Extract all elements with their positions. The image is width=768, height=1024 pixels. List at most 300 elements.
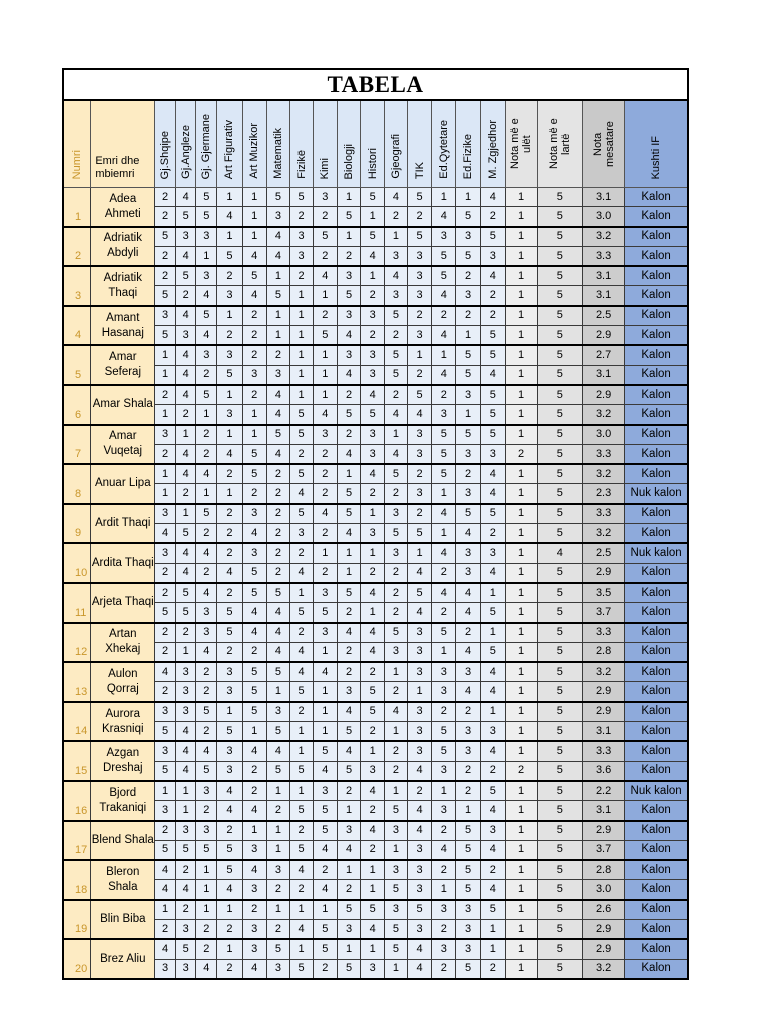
grade-cell: 2 (242, 345, 266, 365)
grade-cell: 3 (480, 722, 505, 742)
grade-cell: 1 (313, 682, 337, 702)
grade-cell: 3 (385, 286, 408, 306)
grade-cell: 2 (456, 781, 481, 801)
kushti-if-cell: Kalon (625, 821, 688, 841)
average-cell: 3.0 (582, 425, 624, 445)
grade-cell: 2 (361, 801, 385, 821)
table-row (63, 919, 688, 939)
header-nr: Numri (63, 100, 91, 188)
grade-cell: 2 (175, 623, 196, 643)
average-cell: 3.2 (582, 405, 624, 425)
student-number: 2 (63, 227, 91, 267)
grade-cell: 1 (217, 227, 243, 247)
grade-cell: 5 (337, 722, 361, 742)
grade-cell: 1 (290, 939, 314, 959)
max-grade-cell: 5 (537, 682, 582, 702)
grade-cell: 3 (407, 642, 432, 662)
min-grade-cell: 1 (505, 266, 537, 286)
grade-cell: 2 (313, 860, 337, 880)
grade-cell: 2 (361, 326, 385, 346)
grade-cell: 2 (407, 306, 432, 326)
table-row (63, 266, 688, 286)
grade-cell: 2 (385, 682, 408, 702)
grade-cell: 5 (266, 761, 290, 781)
min-grade-cell: 1 (505, 603, 537, 623)
grade-cell: 2 (361, 286, 385, 306)
grade-cell: 4 (175, 385, 196, 405)
grade-cell: 1 (361, 860, 385, 880)
grade-cell: 5 (155, 603, 176, 623)
grade-cell: 3 (266, 860, 290, 880)
grade-cell: 4 (242, 801, 266, 821)
grade-cell: 3 (266, 959, 290, 979)
average-cell: 2.7 (582, 345, 624, 365)
grade-cell: 4 (480, 662, 505, 682)
grade-cell: 4 (175, 246, 196, 266)
grade-cell: 2 (480, 306, 505, 326)
student-number: 17 (63, 821, 91, 861)
grade-cell: 4 (432, 365, 456, 385)
student-name: Artan Xhekaj (91, 623, 155, 663)
table-row (63, 464, 688, 484)
grade-cell: 5 (337, 207, 361, 227)
max-grade-cell: 5 (537, 939, 582, 959)
grade-cell: 4 (337, 840, 361, 860)
grade-cell: 4 (313, 405, 337, 425)
grade-cell: 2 (155, 385, 176, 405)
table-row (63, 583, 688, 603)
grade-cell: 5 (361, 682, 385, 702)
grade-cell: 4 (407, 563, 432, 583)
grade-cell: 4 (217, 444, 243, 464)
grade-cell: 2 (155, 188, 176, 207)
grade-cell: 1 (290, 722, 314, 742)
header-max: Nota më e lartë (537, 100, 582, 188)
grade-cell: 3 (155, 425, 176, 445)
grade-cell: 1 (217, 702, 243, 722)
grade-cell: 4 (432, 583, 456, 603)
average-cell: 3.0 (582, 880, 624, 900)
grade-cell: 4 (361, 246, 385, 266)
min-grade-cell: 1 (505, 900, 537, 920)
grade-cell: 4 (337, 326, 361, 346)
table-row (63, 326, 688, 346)
grade-cell: 3 (456, 722, 481, 742)
grade-cell: 4 (361, 464, 385, 484)
header-subject: TIK (407, 100, 432, 188)
grade-cell: 2 (155, 266, 176, 286)
grade-cell: 1 (385, 425, 408, 445)
grade-cell: 5 (313, 821, 337, 841)
student-name: Bjord Trakaniqi (91, 781, 155, 821)
table-row (63, 385, 688, 405)
average-cell: 3.5 (582, 583, 624, 603)
grade-cell: 2 (217, 919, 243, 939)
max-grade-cell: 5 (537, 761, 582, 781)
min-grade-cell: 1 (505, 939, 537, 959)
min-grade-cell: 1 (505, 959, 537, 979)
grade-cell: 5 (290, 840, 314, 860)
average-cell: 3.3 (582, 504, 624, 524)
grade-cell: 5 (456, 821, 481, 841)
average-cell: 2.9 (582, 326, 624, 346)
grade-cell: 5 (217, 840, 243, 860)
grade-cell: 3 (456, 484, 481, 504)
grade-cell: 1 (337, 227, 361, 247)
grade-cell: 1 (175, 425, 196, 445)
grade-cell: 1 (196, 860, 217, 880)
grade-cell: 2 (155, 207, 176, 227)
grade-cell: 5 (480, 227, 505, 247)
grade-cell: 4 (175, 563, 196, 583)
min-grade-cell: 1 (505, 563, 537, 583)
grade-cell: 3 (337, 306, 361, 326)
grade-cell: 3 (196, 623, 217, 643)
grade-cell: 4 (480, 801, 505, 821)
max-grade-cell: 5 (537, 326, 582, 346)
grade-cell: 4 (432, 543, 456, 563)
grade-cell: 3 (407, 484, 432, 504)
average-cell: 3.1 (582, 286, 624, 306)
kushti-if-cell: Kalon (625, 524, 688, 544)
kushti-if-cell: Kalon (625, 900, 688, 920)
header-avg: Nota mesatare (582, 100, 624, 188)
grade-cell: 5 (155, 761, 176, 781)
grade-cell: 3 (361, 959, 385, 979)
header-subject: Matematik (266, 100, 290, 188)
grade-cell: 1 (175, 642, 196, 662)
min-grade-cell: 1 (505, 722, 537, 742)
student-number: 11 (63, 583, 91, 623)
grade-cell: 2 (196, 801, 217, 821)
grade-cell: 3 (175, 326, 196, 346)
grade-cell: 3 (361, 345, 385, 365)
table-row (63, 642, 688, 662)
max-grade-cell: 5 (537, 919, 582, 939)
table-row (63, 227, 688, 247)
grade-cell: 1 (480, 939, 505, 959)
grade-cell: 4 (480, 484, 505, 504)
grade-cell: 5 (242, 266, 266, 286)
grade-cell: 4 (480, 880, 505, 900)
grade-cell: 2 (266, 524, 290, 544)
average-cell: 2.5 (582, 543, 624, 563)
average-cell: 3.3 (582, 741, 624, 761)
grade-cell: 2 (175, 900, 196, 920)
grade-cell: 4 (361, 781, 385, 801)
grade-cell: 1 (407, 682, 432, 702)
grade-cell: 5 (337, 484, 361, 504)
grade-cell: 5 (337, 959, 361, 979)
grade-cell: 2 (175, 286, 196, 306)
grade-cell: 5 (290, 425, 314, 445)
grade-cell: 3 (480, 821, 505, 841)
average-cell: 3.1 (582, 722, 624, 742)
grade-cell: 4 (196, 959, 217, 979)
kushti-if-cell: Kalon (625, 464, 688, 484)
grade-cell: 1 (266, 821, 290, 841)
grade-cell: 1 (290, 306, 314, 326)
grade-cell: 1 (242, 821, 266, 841)
max-grade-cell: 5 (537, 345, 582, 365)
grade-cell: 5 (432, 266, 456, 286)
grade-cell: 4 (266, 444, 290, 464)
max-grade-cell: 5 (537, 821, 582, 841)
student-number: 18 (63, 860, 91, 900)
grade-cell: 2 (337, 603, 361, 623)
grade-cell: 3 (385, 246, 408, 266)
grade-cell: 2 (480, 286, 505, 306)
grade-cell: 2 (290, 702, 314, 722)
grade-cell: 2 (313, 246, 337, 266)
grade-cell: 4 (480, 563, 505, 583)
grade-cell: 1 (313, 365, 337, 385)
grade-cell: 3 (432, 662, 456, 682)
grade-cell: 5 (361, 405, 385, 425)
grade-cell: 2 (266, 504, 290, 524)
grade-cell: 2 (313, 207, 337, 227)
grade-cell: 5 (385, 306, 408, 326)
kushti-if-cell: Kalon (625, 385, 688, 405)
grade-cell: 4 (407, 405, 432, 425)
student-number: 6 (63, 385, 91, 425)
grade-cell: 5 (407, 900, 432, 920)
grade-cell: 5 (456, 365, 481, 385)
grade-cell: 2 (217, 642, 243, 662)
grade-cell: 5 (217, 246, 243, 266)
grade-cell: 5 (155, 286, 176, 306)
grade-cell: 3 (407, 425, 432, 445)
grade-cell: 5 (266, 425, 290, 445)
grade-cell: 1 (217, 425, 243, 445)
grade-cell: 3 (407, 880, 432, 900)
grade-cell: 3 (407, 246, 432, 266)
grade-cell: 2 (432, 385, 456, 405)
grade-cell: 2 (480, 524, 505, 544)
page-title: TABELA (63, 69, 688, 100)
grade-cell: 4 (290, 919, 314, 939)
grade-cell: 4 (266, 603, 290, 623)
grade-cell: 2 (313, 959, 337, 979)
grade-cell: 3 (290, 227, 314, 247)
grade-cell: 5 (313, 919, 337, 939)
grade-cell: 2 (407, 365, 432, 385)
grade-cell: 4 (155, 880, 176, 900)
kushti-if-cell: Kalon (625, 345, 688, 365)
min-grade-cell: 1 (505, 543, 537, 563)
grade-cell: 2 (217, 266, 243, 286)
table-row (63, 860, 688, 880)
max-grade-cell: 5 (537, 722, 582, 742)
grade-cell: 5 (313, 326, 337, 346)
grade-cell: 2 (385, 583, 408, 603)
grade-cell: 4 (385, 702, 408, 722)
grade-cell: 3 (385, 504, 408, 524)
table-row (63, 880, 688, 900)
max-grade-cell: 5 (537, 464, 582, 484)
average-cell: 2.5 (582, 306, 624, 326)
min-grade-cell: 1 (505, 504, 537, 524)
min-grade-cell: 1 (505, 345, 537, 365)
grade-cell: 5 (175, 840, 196, 860)
kushti-if-cell: Kalon (625, 860, 688, 880)
header-subject: Gj.Shqipe (155, 100, 176, 188)
grade-cell: 3 (456, 227, 481, 247)
table-row (63, 781, 688, 801)
grade-cell: 4 (407, 603, 432, 623)
grade-cell: 2 (266, 801, 290, 821)
kushti-if-cell: Kalon (625, 504, 688, 524)
max-grade-cell: 5 (537, 860, 582, 880)
grade-cell: 2 (337, 662, 361, 682)
student-number: 1 (63, 188, 91, 227)
student-name: Arjeta Thaqi (91, 583, 155, 623)
grade-cell: 3 (175, 662, 196, 682)
grade-cell: 3 (217, 741, 243, 761)
grade-cell: 5 (217, 623, 243, 643)
grade-cell: 1 (361, 266, 385, 286)
min-grade-cell: 1 (505, 246, 537, 266)
grade-cell: 3 (361, 306, 385, 326)
grade-cell: 1 (266, 781, 290, 801)
kushti-if-cell: Kalon (625, 682, 688, 702)
max-grade-cell: 5 (537, 900, 582, 920)
grade-cell: 2 (480, 860, 505, 880)
grade-cell: 5 (480, 385, 505, 405)
grade-cell: 1 (337, 801, 361, 821)
grade-cell: 3 (407, 662, 432, 682)
grade-cell: 4 (361, 385, 385, 405)
grade-cell: 1 (313, 642, 337, 662)
grade-cell: 5 (407, 385, 432, 405)
grade-cell: 1 (337, 860, 361, 880)
grade-cell: 2 (175, 484, 196, 504)
grade-cell: 3 (407, 623, 432, 643)
grade-cell: 3 (407, 326, 432, 346)
grade-cell: 2 (407, 504, 432, 524)
grade-cell: 3 (242, 919, 266, 939)
grade-cell: 2 (480, 207, 505, 227)
header-subject: Gj.Angleze (175, 100, 196, 188)
grade-cell: 5 (242, 444, 266, 464)
grade-cell: 3 (242, 543, 266, 563)
student-name: Aurora Krasniqi (91, 702, 155, 742)
max-grade-cell: 5 (537, 286, 582, 306)
grade-cell: 4 (290, 860, 314, 880)
table-row (63, 345, 688, 365)
grade-cell: 3 (217, 682, 243, 702)
grade-cell: 4 (242, 860, 266, 880)
grade-cell: 4 (175, 444, 196, 464)
grade-cell: 2 (407, 781, 432, 801)
grade-cell: 4 (432, 286, 456, 306)
max-grade-cell: 5 (537, 385, 582, 405)
grade-cell: 1 (313, 543, 337, 563)
grade-cell: 4 (242, 246, 266, 266)
grade-cell: 2 (196, 939, 217, 959)
table-row (63, 821, 688, 841)
grade-cell: 3 (155, 702, 176, 722)
table-row (63, 524, 688, 544)
grade-cell: 3 (175, 702, 196, 722)
grade-cell: 3 (175, 959, 196, 979)
average-cell: 3.2 (582, 464, 624, 484)
kushti-if-cell: Kalon (625, 306, 688, 326)
grade-cell: 5 (432, 444, 456, 464)
grade-cell: 5 (266, 662, 290, 682)
grade-cell: 2 (432, 959, 456, 979)
grade-cell: 3 (456, 286, 481, 306)
grade-cell: 2 (480, 761, 505, 781)
grade-cell: 3 (155, 306, 176, 326)
student-number: 13 (63, 662, 91, 702)
grade-cell: 4 (361, 919, 385, 939)
grade-cell: 2 (217, 326, 243, 346)
student-number: 19 (63, 900, 91, 940)
grade-cell: 2 (217, 821, 243, 841)
grade-cell: 1 (217, 939, 243, 959)
grade-cell: 4 (217, 801, 243, 821)
grade-cell: 2 (155, 444, 176, 464)
grade-cell: 4 (313, 761, 337, 781)
grade-cell: 5 (242, 702, 266, 722)
min-grade-cell: 1 (505, 425, 537, 445)
kushti-if-cell: Kalon (625, 840, 688, 860)
max-grade-cell: 5 (537, 702, 582, 722)
grade-cell: 1 (266, 306, 290, 326)
grade-cell: 5 (480, 504, 505, 524)
grade-cell: 1 (456, 405, 481, 425)
grade-cell: 3 (266, 702, 290, 722)
grade-cell: 2 (385, 207, 408, 227)
grade-cell: 2 (407, 207, 432, 227)
grade-cell: 2 (313, 306, 337, 326)
grade-cell: 3 (313, 583, 337, 603)
grade-cell: 5 (175, 583, 196, 603)
kushti-if-cell: Kalon (625, 662, 688, 682)
max-grade-cell: 5 (537, 444, 582, 464)
grade-cell: 5 (290, 682, 314, 702)
grade-cell: 3 (313, 623, 337, 643)
grade-cell: 1 (290, 286, 314, 306)
table-row (63, 286, 688, 306)
grade-cell: 1 (155, 900, 176, 920)
grade-cell: 2 (313, 444, 337, 464)
student-name: Blend Shala (91, 821, 155, 861)
grade-cell: 3 (385, 642, 408, 662)
grade-cell: 2 (456, 464, 481, 484)
grade-cell: 4 (337, 444, 361, 464)
grade-cell: 2 (242, 306, 266, 326)
grade-cell: 2 (385, 484, 408, 504)
grade-cell: 3 (337, 919, 361, 939)
grade-cell: 2 (266, 484, 290, 504)
grade-cell: 5 (266, 286, 290, 306)
grade-cell: 5 (337, 286, 361, 306)
grade-cell: 5 (480, 326, 505, 346)
grade-cell: 3 (407, 860, 432, 880)
grade-cell: 2 (155, 583, 176, 603)
grade-cell: 5 (385, 524, 408, 544)
student-number: 12 (63, 623, 91, 663)
grade-cell: 2 (242, 484, 266, 504)
grade-cell: 2 (266, 563, 290, 583)
grade-cell: 2 (175, 860, 196, 880)
grade-cell: 2 (290, 444, 314, 464)
grade-cell: 4 (266, 227, 290, 247)
max-grade-cell: 5 (537, 405, 582, 425)
grade-cell: 3 (456, 563, 481, 583)
